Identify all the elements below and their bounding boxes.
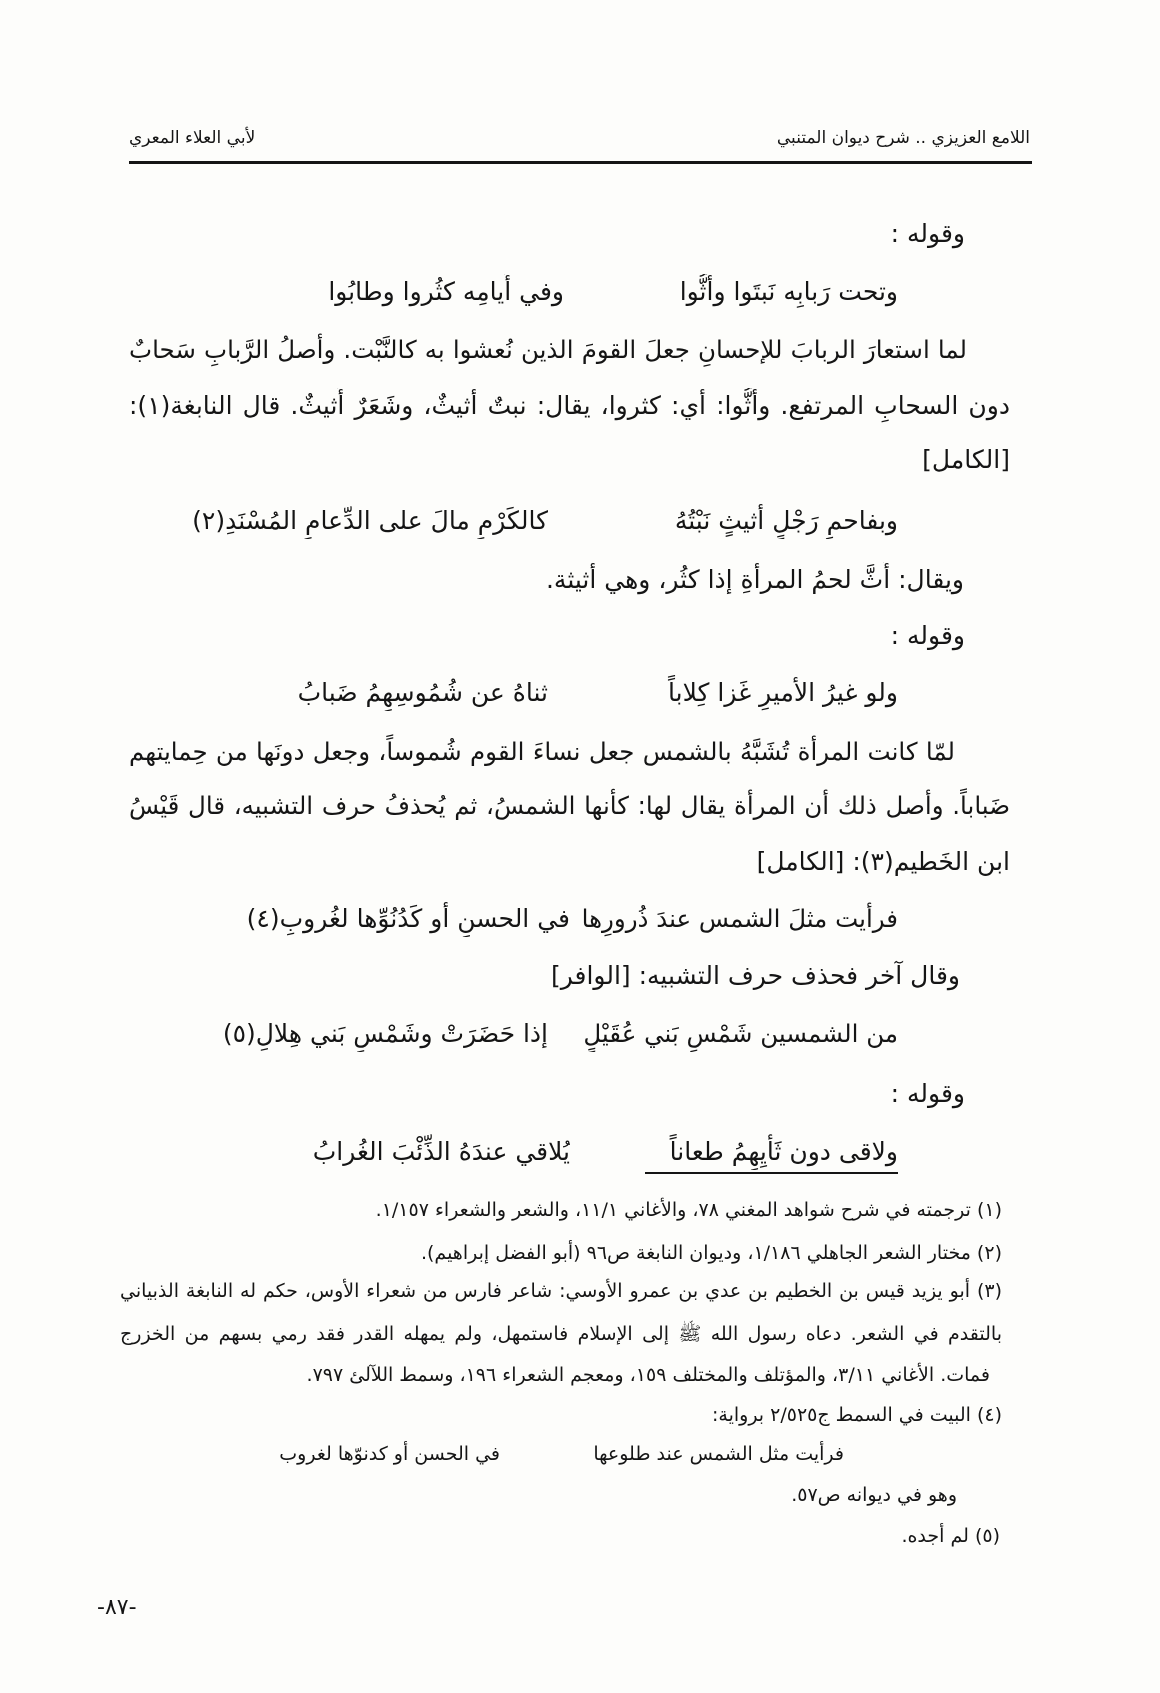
verse-first-hemistich: وبفاحمٍ رَجْلٍ أثيثٍ نَبْتُهُ: [674, 506, 898, 535]
header-rule: [129, 161, 1032, 164]
body-line: ضَباباً. وأصل ذلك أن المرأة يقال لها: كأنها الشمسُ، ثم يُحذفُ حرف التشبيه، قال قَيْسُ: [129, 791, 1010, 820]
meter-label: [الكامل]: [922, 445, 1010, 474]
body-line: وقوله :: [890, 1079, 965, 1108]
footnote-verse-first-hemistich: فرأيت مثل الشمس عند طلوعها: [593, 1443, 844, 1465]
footnote-line: (٢) مختار الشعر الجاهلي ١/١٨٦، وديوان النابغة ص٩٦ (أبو الفضل إبراهيم).: [420, 1242, 1002, 1264]
verse-second-hemistich: كالكَرْمِ مالَ على الدِّعامِ المُسْنَدِ(٢): [192, 506, 548, 535]
verse-first-hemistich: ولو غيرُ الأميرِ غَزا كِلاباً: [668, 678, 898, 707]
footnote-line: بالتقدم في الشعر. دعاه رسول الله ﷺ إلى الإسلام فاستمهل، ولم يمهله القدر فقد رمي بسهم من الخزرج: [120, 1323, 1002, 1345]
body-line: لما استعارَ الربابَ للإحسانِ جعلَ القومَ الذين نُعشوا به كالنَّبْت. وأصلُ الرَّبابِ سَحابٌ: [129, 335, 967, 364]
body-line: وقوله :: [890, 621, 965, 650]
footnote-line: (٥) لم أجده.: [901, 1525, 1000, 1547]
verse-second-hemistich: إذا حَضَرَتْ وشَمْسِ بَني هِلالِ(٥): [222, 1019, 548, 1048]
body-line: وقوله :: [890, 219, 965, 248]
footnote-line: (٣) أبو يزيد قيس بن الخطيم بن عدي بن عمرو الأوسي: شاعر فارس من شعراء الأوس، حكم له النابغة الذبياني: [120, 1280, 1002, 1302]
header-book-title: اللامع العزيزي .. شرح ديوان المتنبي: [776, 128, 1030, 148]
verse-first-hemistich: ولاقى دون ثَأْيِهِمُ طعاناً: [669, 1137, 898, 1166]
footnote-line: وهو في ديوانه ص٥٧.: [791, 1484, 957, 1506]
verse-first-hemistich: وتحت رَبابِه نَبتَوا وأَثُّوا: [679, 277, 898, 306]
footnote-line: (٤) البيت في السمط ج٢/٥٢٥ برواية:: [711, 1404, 1002, 1426]
verse-second-hemistich: يُلاقي عندَهُ الذِّئْبَ الغُرابُ: [312, 1137, 570, 1166]
verse-second-hemistich: وفي أَيامِه كثُروا وطابُوا: [328, 277, 564, 306]
verse-first-hemistich: فرأيت مثلَ الشمس عندَ ذُرورِها: [581, 904, 898, 933]
footnote-line: فمات. الأغاني ٣/١١، والمؤتلف والمختلف ١٥٩، ومعجم الشعراء ١٩٦، وسمط اللآلئ ٧٩٧.: [306, 1364, 990, 1386]
verse-first-hemistich: من الشمسين شَمْسِ بَني عُقَيْلٍ: [583, 1019, 898, 1048]
body-line: لمّا كانت المرأة تُشَبَّهُ بالشمس جعل نساءَ القوم شُموساً، وجعل دونَها من حِمايتهم: [129, 737, 955, 766]
body-line: وقال آخر فحذف حرف التشبيه: [الوافر]: [550, 961, 960, 990]
header-author: لأبي العلاء المعري: [129, 128, 256, 148]
footnote-line: (١) ترجمته في شرح شواهد المغني ٧٨، والأغاني ١١/١، والشعر والشعراء ١/١٥٧.: [375, 1199, 1002, 1221]
verse-second-hemistich: ثناهُ عن شُمُوسِهِمُ ضَبابُ: [297, 678, 548, 707]
page-number: -٨٧-: [97, 1595, 137, 1620]
body-line: ابن الخَطيم(٣): [الكامل]: [756, 847, 1010, 876]
verse-second-hemistich: في الحسنِ أو كَدُنُوِّها لغُروبِ(٤): [246, 904, 570, 933]
footnote-verse-second-hemistich: في الحسن أو كدنوّها لغروب: [279, 1443, 500, 1465]
body-line: ويقال: أَثَّ لحمُ المرأةِ إذا كثُر، وهي أثيثة.: [545, 565, 964, 594]
body-line: دون السحابِ المرتفع. وأَثُّوا: أي: كثروا، يقال: نبتٌ أثيثٌ، وشَعَرٌ أَثيثٌ. قال النابغة(١):: [129, 391, 1010, 420]
footnote-separator: [645, 1172, 898, 1174]
